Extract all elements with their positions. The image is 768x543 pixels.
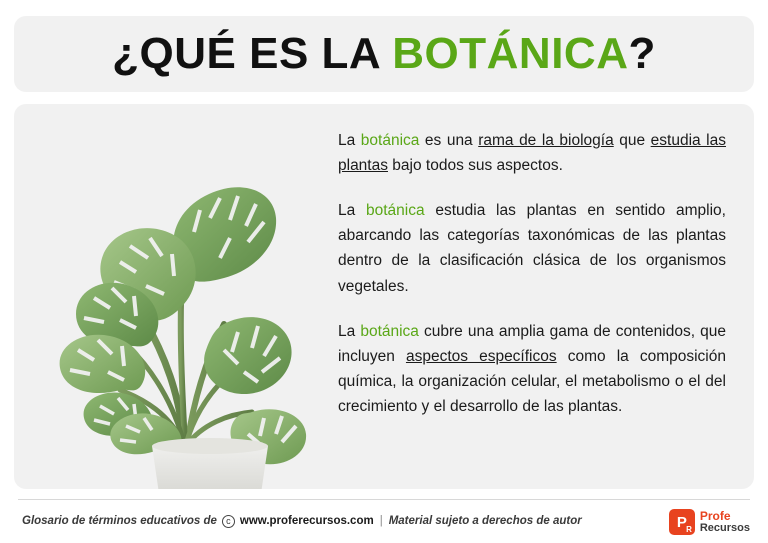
footer-separator: |: [379, 515, 383, 527]
text-segment: cubre una amplia gama de contenidos, que incluyen: [338, 322, 726, 365]
monstera-plant-icon: [24, 114, 334, 489]
text-segment: estudia las plantas en sentido amplio, abarcando las categorías taxonómicas de las plantas dentro de la clasificación clásica de los organismos vegetales.: [338, 202, 726, 295]
text-segment: bajo todos sus aspectos.: [387, 157, 563, 175]
page-title-highlight: BOTÁNICA: [392, 29, 629, 78]
paragraph-1: [338, 128, 726, 178]
page-title-suffix: ?: [628, 29, 656, 78]
footer-website-link[interactable]: www.proferecursos.com: [239, 515, 374, 527]
text-segment: La: [338, 202, 366, 220]
underlined-phrase: rama de la biología: [478, 132, 614, 149]
keyword-botanica: botánica: [360, 132, 420, 149]
brand-logo[interactable]: [669, 509, 750, 535]
brand-name-line2: Recursos: [699, 521, 750, 534]
underlined-phrase: aspectos específicos: [405, 347, 557, 365]
underlined-phrase: estudia las plantas: [338, 132, 726, 175]
footer: [0, 499, 768, 543]
text-segment: La: [338, 132, 361, 149]
footer-divider: [18, 499, 750, 500]
text-segment: como la composición química, la organización celular, el metabolismo o el del crecimiento y el desarrollo de las plantas.: [338, 347, 726, 415]
text-segment: La: [338, 322, 361, 340]
footer-source-label: Glosario de términos educativos de: [22, 515, 217, 527]
brand-mark-subletter: R: [686, 525, 692, 534]
copyright-icon: c: [222, 515, 235, 528]
text-segment: es una: [419, 132, 479, 149]
definition-text-column: [334, 114, 744, 479]
paragraph-2: [338, 198, 726, 298]
footer-rights-note: Material sujeto a derechos de autor: [388, 515, 582, 527]
page-title-prefix: ¿QUÉ ES LA: [112, 29, 393, 78]
content-card: [14, 104, 754, 489]
keyword-botanica: botánica: [360, 322, 419, 340]
keyword-botanica: botánica: [365, 202, 425, 220]
paragraph-3: [338, 319, 726, 419]
brand-name: [700, 510, 750, 534]
text-segment: que: [613, 132, 651, 149]
brand-mark-letter: P: [676, 513, 687, 531]
page-title: [112, 29, 656, 79]
brand-name-line1: Profe: [699, 508, 731, 523]
brand-mark-icon: [669, 509, 695, 535]
title-card: [14, 16, 754, 92]
monstera-plant-illustration: [24, 114, 334, 479]
